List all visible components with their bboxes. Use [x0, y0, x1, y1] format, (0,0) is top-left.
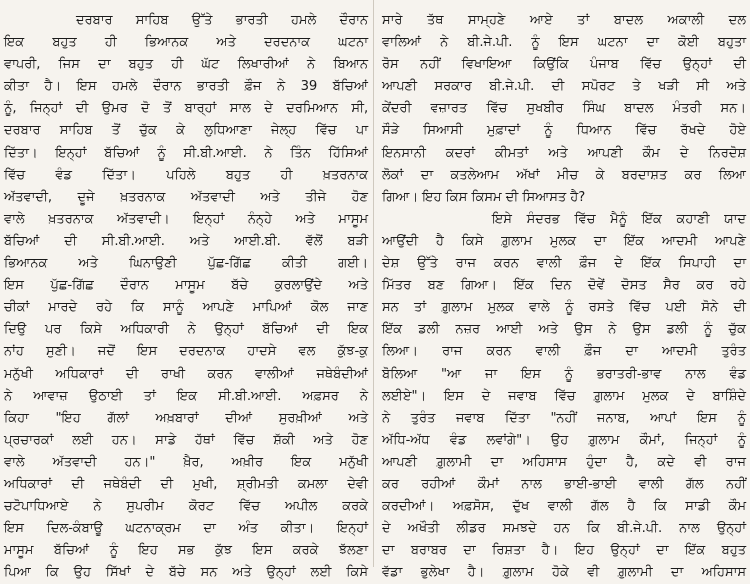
text-line: ਦਰਬਾਰ ਸਾਹਿਬ ਤੋਂ ਚੁੱਕ ਕੇ ਲੁਧਿਆਣਾ ਜੇਲ੍ਹ ਵਿੱਚ ਪਾ — [4, 123, 368, 139]
text-line: ਗਿਆ। ਇਹ ਕਿਸ ਕਿਸਮ ਦੀ ਸਿਆਸਤ ਹੈ? — [382, 189, 586, 205]
text-line — [382, 0, 746, 10]
article-column-right — [382, 0, 746, 581]
text-line: ਵਾਲਿਆਂ ਨੇ ਬੀ.ਜੇ.ਪੀ. ਨੂੰ ਇਸ ਘਟਨਾ ਦਾ ਕੋਈ ਬਹੁਤਾ — [382, 35, 746, 51]
text-line: ਮਨੁੱਖੀ ਅਧਿਕਾਰਾਂ ਦੀ ਰਾਖੀ ਕਰਨ ਵਾਲੀਆਂ ਜਥੇਬੰਦੀਆਂ — [4, 366, 368, 382]
text-line: ਦਿਉ ਪਰ ਕਿਸੇ ਅਧਿਕਾਰੀ ਨੇ ਉਨ੍ਹਾਂ ਬੱਚਿਆਂ ਦੀ ਇਕ — [4, 322, 368, 338]
text-line: ਕਰ ਰਹੀਆਂ ਕੌਮਾਂ ਨਾਲ ਭਾਈ-ਭਾਈ ਵਾਲੀ ਗੱਲ ਨਹੀਂ — [382, 476, 746, 492]
text-line: ਕਿਹਾ "ਇਹ ਗੱਲਾਂ ਅਖ਼ਬਾਰਾਂ ਦੀਆਂ ਸੁਰਖ਼ੀਆਂ ਅਤੇ — [4, 410, 368, 426]
text-line: ਇਸ ਪੁੱਛ-ਗਿੱਛ ਦੌਰਾਨ ਮਾਸੂਮ ਬੱਚੇ ਕੁਰਲਾਉਂਦੇ ਅਤੇ — [4, 278, 368, 294]
text-line: ਪਿਆ ਕਿ ਉਹ ਸਿੱਖਾਂ ਦੇ ਬੱਚੇ ਸਨ ਅਤੇ ਉਨ੍ਹਾਂ ਲਈ ਕਿਸੇ — [4, 565, 368, 581]
text-line: ਅਧਿਕਾਰਾਂ ਦੀ ਜਥੇਬੰਦੀ ਦੀ ਮੁਖੀ, ਸ਼੍ਰੀਮਤੀ ਕਮਲਾ ਦੇਵੀ — [4, 476, 368, 492]
text-line: ਸਾਰੇ ਤੱਥ ਸਾਮ੍ਹਣੇ ਆਏ ਤਾਂ ਬਾਦਲ ਅਕਾਲੀ ਦਲ — [382, 13, 746, 28]
text-line: ਮਿੱਤਰ ਬਣ ਗਿਆ। ਇੱਕ ਦਿਨ ਦੋਵੇਂ ਦੋਸਤ ਸੈਰ ਕਰ ਰਹੇ — [382, 278, 746, 294]
text-line: ਇਸ ਦਿਲ-ਕੰਬਾਊ ਘਟਨਾਕ੍ਰਮ ਦਾ ਅੰਤ ਕੀਤਾ। ਇਨ੍ਹਾਂ — [4, 521, 368, 537]
text-line: ਆਪਣੀ ਗ਼ੁਲਾਮੀ ਦਾ ਅਹਿਸਾਸ ਹੁੰਦਾ ਹੈ, ਕਦੇ ਵੀ ਰਾਜ — [382, 454, 746, 470]
text-line: ਭਿਆਨਕ ਅਤੇ ਘਿਨਾਉਣੀ ਪੁੱਛ-ਗਿੱਛ ਕੀਤੀ ਗਈ। — [4, 256, 368, 272]
text-line: ਇਸੇ ਸੰਦਰਭ ਵਿੱਚ ਮੈਨੂੰ ਇੱਕ ਕਹਾਣੀ ਯਾਦ — [492, 211, 746, 227]
text-line: ਬੋਲਿਆ "ਆ ਜਾ ਇਸ ਨੂੰ ਭਰਾਤਰੀ-ਭਾਵ ਨਾਲ ਵੰਡ — [382, 366, 746, 382]
text-line: ਦਰਬਾਰ ਸਾਹਿਬ ਉੱਤੇ ਭਾਰਤੀ ਹਮਲੇ ਦੌਰਾਨ — [76, 13, 368, 28]
text-line: ਵਾਪਰੀ, ਜਿਸ ਦਾ ਬਹੁਤ ਹੀ ਘੱਟ ਲਿਖਾਰੀਆਂ ਨੇ ਬਿਆਨ — [4, 57, 368, 73]
text-line: ਲੋਕਾਂ ਦਾ ਕਤਲੇਆਮ ਅੱਖਾਂ ਮੀਚ ਕੇ ਬਰਦਾਸ਼ਤ ਕਰ ਲਿਆ — [382, 167, 746, 183]
text-line: ਇੱਕ ਡਲੀ ਨਜ਼ਰ ਆਈ ਅਤੇ ਉਸ ਨੇ ਉਸ ਡਲੀ ਨੂੰ ਚੁੱਕ — [382, 322, 746, 338]
text-line: ਆਪਣੀ ਸਰਕਾਰ ਬੀ.ਜੇ.ਪੀ. ਦੀ ਸਪੋਰਟ ਤੇ ਖੜੀ ਸੀ ਅਤੇ — [382, 79, 746, 95]
text-line: ਪ੍ਰਚਾਰਕਾਂ ਲਈ ਹਨ। ਸਾਡੇ ਹੱਥਾਂ ਵਿੱਚ ਸ਼ੱਕੀ ਅਤੇ ਹੋਣ — [4, 432, 368, 448]
text-line: ਅੱਤਵਾਦੀ, ਦੂਜੇ ਖ਼ਤਰਨਾਕ ਅੱਤਵਾਦੀ ਅਤੇ ਤੀਜੇ ਹੋਣ — [4, 189, 368, 205]
text-line: ਦਿੱਤਾ। ਇਨ੍ਹਾਂ ਬੱਚਿਆਂ ਨੂੰ ਸੀ.ਬੀ.ਆਈ. ਨੇ ਤਿੰਨ ਹਿੱਸਿਆਂ — [4, 145, 368, 161]
text-line: ਨੂੰ, ਜਿਨ੍ਹਾਂ ਦੀ ਉਮਰ ਦੋ ਤੋਂ ਬਾਰ੍ਹਾਂ ਸਾਲ ਦੇ ਦਰਮਿਆਨ ਸੀ, — [4, 101, 368, 117]
text-line: ਦੇ ਅਖੌਤੀ ਲੀਡਰ ਸਮਝਦੇ ਹਨ ਕਿ ਬੀ.ਜੇ.ਪੀ. ਨਾਲ ਉਨ੍ਹਾਂ — [382, 521, 746, 537]
text-line: ਆਉਂਦੀ ਹੈ ਕਿਸੇ ਗ਼ੁਲਾਮ ਮੁਲਕ ਦਾ ਇੱਕ ਆਦਮੀ ਆਪਣੇ — [382, 233, 746, 249]
text-line: ਲਿਆ। ਰਾਜ ਕਰਨ ਵਾਲੀ ਫ਼ੌਜ ਦਾ ਆਦਮੀ ਤੁਰੰਤ — [382, 344, 746, 360]
text-line: ਲਈਏ"। ਇਸ ਦੇ ਜਵਾਬ ਵਿੱਚ ਗ਼ੁਲਾਮ ਮੁਲਕ ਦੇ ਬਾਸ਼ਿੰਦੇ — [382, 388, 746, 404]
text-line: ਵਿੱਚ ਵੰਡ ਦਿੱਤਾ। ਪਹਿਲੇ ਬਹੁਤ ਹੀ ਖ਼ਤਰਨਾਕ — [4, 167, 368, 183]
text-line: ਸਨ ਤਾਂ ਗ਼ੁਲਾਮ ਮੁਲਕ ਵਾਲੇ ਨੂੰ ਰਸਤੇ ਵਿੱਚ ਪਈ ਸੋਨੇ ਦੀ — [382, 300, 746, 316]
text-line: ਕੇਂਦਰੀ ਵਜ਼ਾਰਤ ਵਿੱਚ ਸੁਖਬੀਰ ਸਿੰਘ ਬਾਦਲ ਮੰਤਰੀ ਸਨ। — [382, 101, 746, 117]
column-divider — [373, 0, 374, 567]
text-line: ਦਾ ਬਰਾਬਰ ਦਾ ਰਿਸ਼ਤਾ ਹੈ। ਇਹ ਉਨ੍ਹਾਂ ਦਾ ਇੱਕ ਬਹੁਤ — [382, 543, 746, 559]
text-line: ਨੇ ਆਵਾਜ਼ ਉਠਾਈ ਤਾਂ ਇਕ ਸੀ.ਬੀ.ਆਈ. ਅਫ਼ਸਰ ਨੇ — [4, 388, 368, 404]
text-line: ਚੀਕਾਂ ਮਾਰਦੇ ਰਹੇ ਕਿ ਸਾਨੂੰ ਆਪਣੇ ਮਾਪਿਆਂ ਕੋਲ ਜਾਣ — [4, 300, 368, 316]
text-line: ਚਟੋਪਾਧਿਆਏ ਨੇ ਸੁਪਰੀਮ ਕੋਰਟ ਵਿੱਚ ਅਪੀਲ ਕਰਕੇ — [4, 499, 368, 515]
text-line: ਬੱਚਿਆਂ ਦੀ ਸੀ.ਬੀ.ਆਈ. ਅਤੇ ਆਈ.ਬੀ. ਵੱਲੋਂ ਬੜੀ — [4, 233, 368, 249]
text-line: ਵਾਲੇ ਅੱਤਵਾਦੀ ਹਨ।" ਖ਼ੈਰ, ਅਖ਼ੀਰ ਇਕ ਮਨੁੱਖੀ — [4, 454, 368, 470]
text-line: ਦੇਸ਼ ਉੱਤੇ ਰਾਜ ਕਰਨ ਵਾਲੀ ਫ਼ੌਜ ਦੇ ਇੱਕ ਸਿਪਾਹੀ ਦਾ — [382, 256, 746, 272]
text-line: ਨਾਂਹ ਸੁਣੀ। ਜਦੋਂ ਇਸ ਦਰਦਨਾਕ ਹਾਦਸੇ ਵਲ ਕੁੱਝ-ਕੁ — [4, 344, 368, 360]
text-line: ਵਾਲੇ ਖ਼ਤਰਨਾਕ ਅੱਤਵਾਦੀ। ਇਨ੍ਹਾਂ ਨੰਨ੍ਹੇ ਅਤੇ ਮਾਸੂਮ — [4, 211, 368, 227]
text-line: ਸੌੜੇ ਸਿਆਸੀ ਮੁਫ਼ਾਦਾਂ ਨੂੰ ਧਿਆਨ ਵਿੱਚ ਰੱਖਦੇ ਹੋਏ — [382, 123, 746, 139]
text-line: ਨੇ ਤੁਰੰਤ ਜਵਾਬ ਦਿੱਤਾ "ਨਹੀਂ ਜਨਾਬ, ਆਪਾਂ ਇਸ ਨੂੰ — [382, 410, 746, 426]
text-line: ਅੱਧਿ-ਅੱਧ ਵੰਡ ਲਵਾਂਗੇ"। ਉਹ ਗ਼ੁਲਾਮ ਕੌਮਾਂ, ਜਿਨ੍ਹਾਂ ਨੂੰ — [382, 432, 746, 448]
text-line: ਇਨਸਾਨੀ ਕਦਰਾਂ ਕੀਮਤਾਂ ਅਤੇ ਆਪਣੀ ਕੌਮ ਦੇ ਨਿਰਦੋਸ਼ — [382, 145, 746, 161]
article-column-left — [4, 0, 368, 581]
text-line: ਰੋਸ ਨਹੀਂ ਵਿਖਾਇਆ ਕਿਉਂਕਿ ਪੰਜਾਬ ਵਿੱਚ ਉਨ੍ਹਾਂ ਦੀ — [382, 57, 746, 73]
text-line — [4, 0, 368, 10]
text-line: ਵੱਡਾ ਭੁਲੇਖਾ ਹੈ। ਗ਼ੁਲਾਮ ਹੋਕੇ ਵੀ ਗ਼ੁਲਾਮੀ ਦਾ ਅਹਿਸਾਸ — [382, 565, 746, 581]
text-line: ਮਾਸੂਮ ਬੱਚਿਆਂ ਨੂੰ ਇਹ ਸਭ ਕੁੱਝ ਇਸ ਕਰਕੇ ਝੱਲਣਾ — [4, 543, 368, 559]
text-line: ਕੀਤਾ ਹੈ। ਇਸ ਹਮਲੇ ਦੌਰਾਨ ਭਾਰਤੀ ਫ਼ੌਜ ਨੇ 39 ਬੱਚਿਆਂ — [4, 79, 368, 95]
text-line: ਕਰਦੀਆਂ। ਅਫ਼ਸੋਸ, ਦੁੱਖ ਵਾਲੀ ਗੱਲ ਹੈ ਕਿ ਸਾਡੀ ਕੌਮ — [382, 499, 746, 515]
text-line: ਇਕ ਬਹੁਤ ਹੀ ਭਿਆਨਕ ਅਤੇ ਦਰਦਨਾਕ ਘਟਨਾ — [4, 35, 368, 51]
